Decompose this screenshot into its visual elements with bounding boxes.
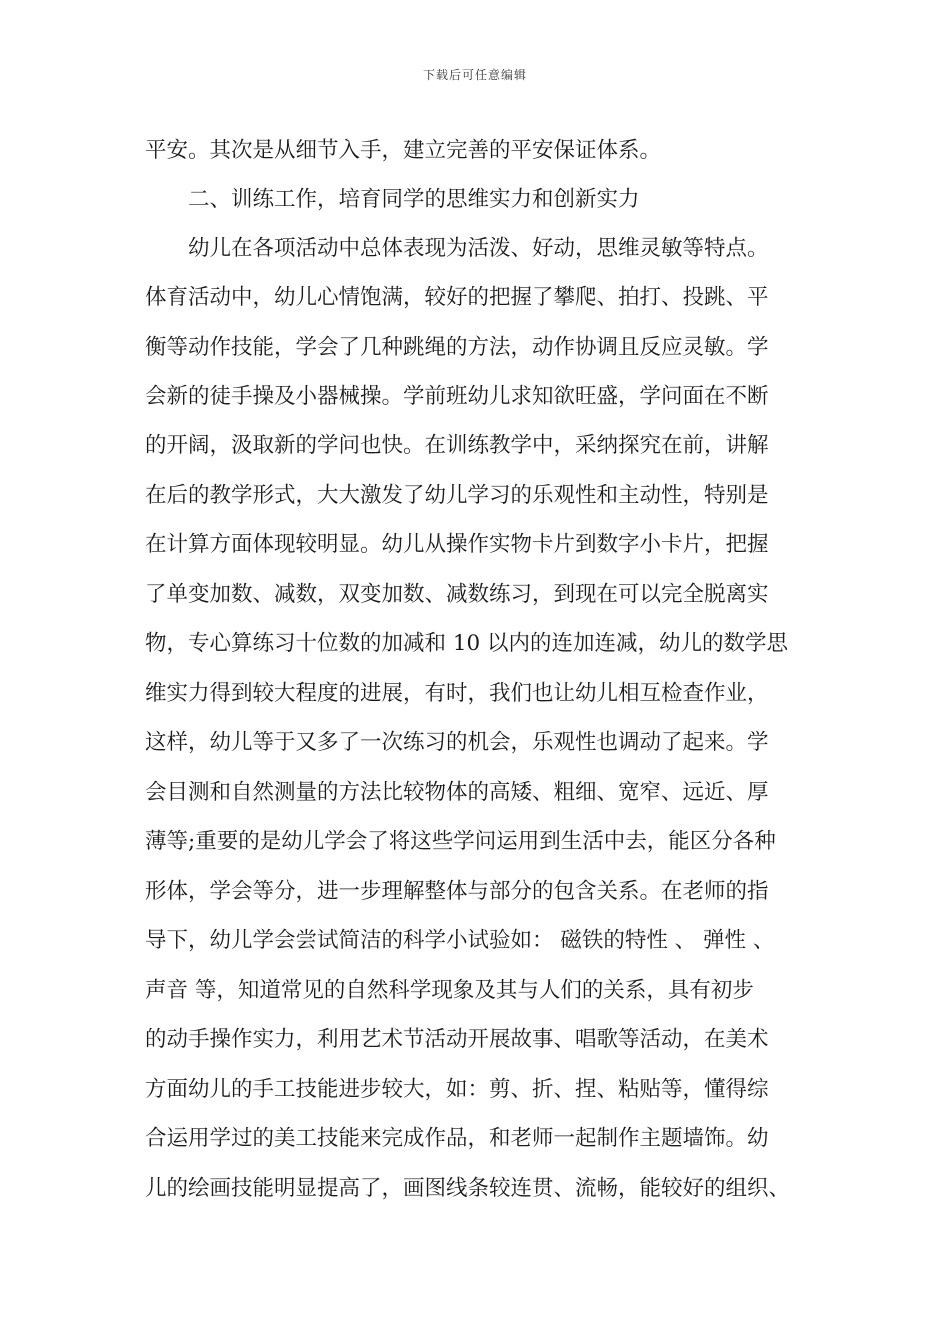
paragraph-line: 形体，学会等分，进一步理解整体与部分的包含关系。在老师的指 — [145, 879, 769, 904]
paragraph-line: 这样，幼儿等于又多了一次练习的机会，乐观性也调动了起来。学 — [145, 730, 769, 755]
paragraph-line: 导下，幼儿学会尝试简洁的科学小试验如： 磁铁的特性 、 弹性 、 — [145, 928, 775, 953]
paragraph-line: 了单变加数、减数，双变加数、减数练习，到现在可以完全脱离实 — [145, 582, 769, 607]
paragraph-line: 合运用学过的美工技能来完成作品，和老师一起制作主题墙饰。幼 — [145, 1126, 769, 1151]
paragraph-line: 幼儿在各项活动中总体表现为活泼、好动，思维灵敏等特点。 — [188, 236, 769, 261]
paragraph-line: 会目测和自然测量的方法比较物体的高矮、粗细、宽窄、远近、厚 — [145, 780, 769, 805]
paragraph-line: 在计算方面体现较明显。幼儿从操作实物卡片到数字小卡片，把握 — [145, 532, 769, 557]
paragraph-line: 维实力得到较大程度的进展，有时，我们也让幼儿相互检查作业， — [145, 681, 769, 706]
paragraph-line: 衡等动作技能，学会了几种跳绳的方法，动作协调且反应灵敏。学 — [145, 335, 769, 360]
paragraph-line: 物，专心算练习十位数的加减和 10 以内的连加连减，幼儿的数学思 — [145, 631, 789, 656]
page-header: 下载后可任意编辑 — [422, 68, 527, 82]
paragraph-line: 的动手操作实力，利用艺术节活动开展故事、唱歌等活动，在美术 — [145, 1027, 769, 1052]
paragraph-line: 薄等;重要的是幼儿学会了将这些学问运用到生活中去，能区分各种 — [145, 829, 776, 854]
paragraph-line: 的开阔，汲取新的学问也快。在训练教学中，采纳探究在前，讲解 — [145, 433, 769, 458]
paragraph-line: 平安。其次是从细节入手，建立完善的平安保证体系。 — [145, 138, 662, 163]
paragraph-line: 声音 等，知道常见的自然科学现象及其与人们的关系，具有初步 — [145, 978, 754, 1003]
paragraph-line: 体育活动中，幼儿心情饱满，较好的把握了攀爬、拍打、投跳、平 — [145, 285, 769, 310]
paragraph-line: 方面幼儿的手工技能进步较大，如：剪、折、捏、粘贴等，懂得综 — [145, 1077, 769, 1102]
paragraph-line: 在后的教学形式，大大激发了幼儿学习的乐观性和主动性，特别是 — [145, 483, 769, 508]
paragraph-line: 儿的绘画技能明显提高了，画图线条较连贯、流畅，能较好的组织、 — [145, 1176, 791, 1201]
section-heading: 二、训练工作，培育同学的思维实力和创新实力 — [188, 187, 640, 212]
paragraph-line: 会新的徒手操及小器械操。学前班幼儿求知欲旺盛，学问面在不断 — [145, 384, 769, 409]
